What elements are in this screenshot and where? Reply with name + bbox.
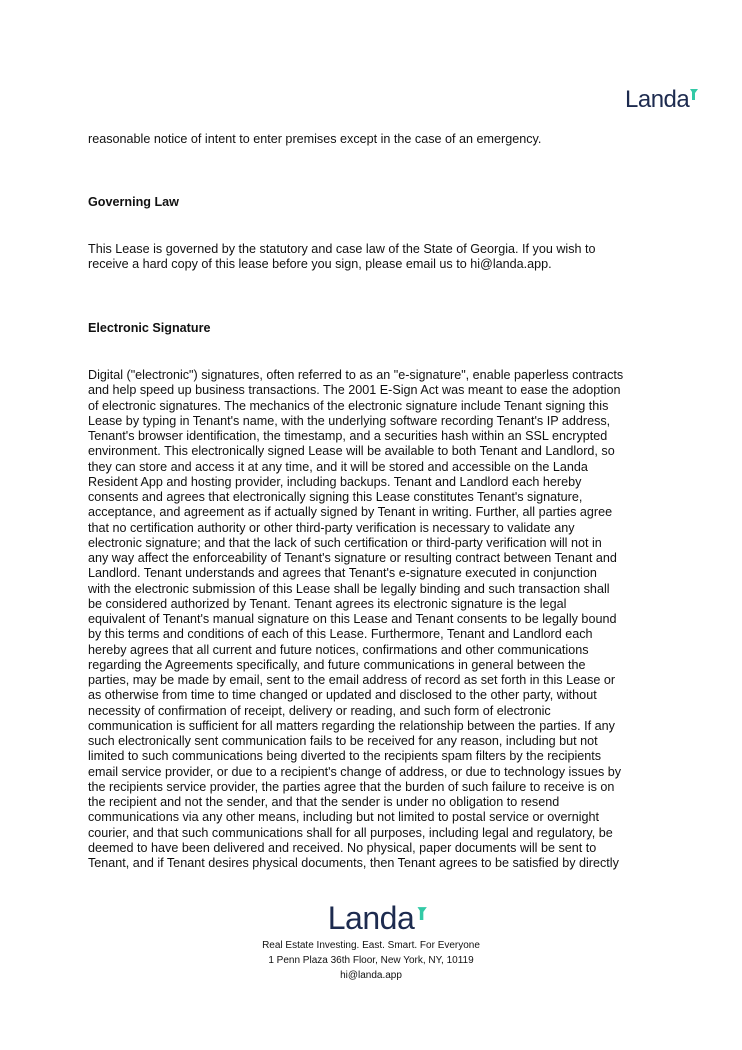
paragraph-line: courier, and that such communications shall for all purposes, including legal and regulatory, be xyxy=(88,825,613,840)
electronic-signature-heading: Electronic Signature xyxy=(88,321,211,335)
paragraph-line: that no certification authority or other third-party verification is necessary to validate any xyxy=(88,520,575,535)
paragraph-line: Resident App and hosting provider, including backups. Tenant and Landlord each hereby xyxy=(88,474,582,489)
paragraph-line: with the electronic submission of this Lease shall be legally binding and such transaction shall xyxy=(88,581,610,596)
paragraph-line: Landlord. Tenant understands and agrees that Tenant's e-signature executed in conjunction xyxy=(88,566,597,581)
header-logo xyxy=(625,86,689,116)
paragraph-line: electronic signature; and that the lack of such certification or third-party verification will not in xyxy=(88,535,602,550)
paragraph-line: as otherwise from time to time changed or updated and disclosed to the other party, without xyxy=(88,688,597,703)
paragraph-line: necessity of confirmation of receipt, delivery or reading, and such form of electronic xyxy=(88,703,551,718)
paragraph-line: limited to such communications being diverted to the recipients spam filters by the recipients xyxy=(88,749,602,764)
intro-line: reasonable notice of intent to enter premises except in the case of an emergency. xyxy=(88,132,542,146)
paragraph-line: be considered authorized by Tenant. Tenant agrees its electronic signature is the legal xyxy=(88,596,567,611)
paragraph-line: and help speed up business transactions. The 2001 E-Sign Act was meant to ease the adoption xyxy=(88,383,621,398)
header-logo-text: Landa xyxy=(625,86,690,113)
paragraph-line: communication is sufficient for all matters regarding the relationship between the parties. If any xyxy=(88,718,615,733)
paragraph-line: the recipient and not the sender, and that the sender is under no obligation to resend xyxy=(88,795,560,809)
governing-law-paragraph xyxy=(88,242,658,273)
paragraph-line: hereby agrees that all current and future notices, confirmations and other communications xyxy=(88,642,589,657)
paragraph-line: environment. This electronically signed Lease will be available to both Tenant and Landlord, so xyxy=(88,444,615,459)
paragraph-line: any way affect the enforceability of Tenant's signature or resulting contract between Tenant and xyxy=(88,551,617,565)
paragraph-line: communications via any other means, including but not limited to postal service or overnight xyxy=(88,810,600,825)
landa-flag-icon xyxy=(687,88,699,100)
paragraph-line: email service provider, or due to a recipient's change of address, or due to technology issues by xyxy=(88,764,622,779)
footer-logo xyxy=(328,900,414,938)
paragraph-line: the recipients service provider, the parties agree that the burden of such failure to receive is on xyxy=(88,779,615,794)
paragraph-line: deemed to have been delivered and received. No physical, paper documents will be sent to xyxy=(88,840,597,855)
paragraph-line: regarding the Agreements specifically, and future communications in general between the xyxy=(88,657,586,672)
footer-address: 1 Penn Plaza 36th Floor, New York, NY, 10119 xyxy=(268,955,474,966)
paragraph-line: Lease by typing in Tenant's name, with the underlying software recording Tenant's IP address, xyxy=(88,413,611,428)
paragraph-line: Tenant's browser identification, the timestamp, and a securities hash within an SSL encrypted xyxy=(88,429,608,443)
landa-flag-icon xyxy=(414,906,428,920)
footer-email: hi@landa.app xyxy=(340,970,402,981)
paragraph-line: equivalent of Tenant's manual signature on this Lease and Tenant consents to be legally bound xyxy=(88,612,617,626)
footer-tagline: Real Estate Investing. East. Smart. For Everyone xyxy=(262,940,480,951)
paragraph-line: such electronically sent communication fails to be received for any reason, including but not xyxy=(88,734,598,748)
paragraph-line: consents and agrees that electronically signing this Lease constitutes Tenant's signature, xyxy=(88,490,583,504)
paragraph-line: Digital ("electronic") signatures, often referred to as an "e-signature", enable paperless contracts xyxy=(88,368,624,382)
paragraph-line: Tenant, and if Tenant desires physical documents, then Tenant agrees to be satisfied by directly xyxy=(88,856,619,870)
paragraph-line: acceptance, and agreement as if actually signed by Tenant in writing. Further, all parties agree xyxy=(88,505,613,520)
paragraph-line: parties, may be made by email, sent to the email address of record as set forth in this Lease or xyxy=(88,673,616,687)
page-footer xyxy=(0,900,742,983)
electronic-signature-paragraph xyxy=(88,368,658,871)
paragraph-line: by this terms and conditions of each of this Lease. Furthermore, Tenant and Landlord each xyxy=(88,627,593,642)
paragraph-line: of electronic signatures. The mechanics of the electronic signature include Tenant signing this xyxy=(88,398,609,413)
paragraph-line: This Lease is governed by the statutory and case law of the State of Georgia. If you wish to xyxy=(88,242,596,256)
paragraph-line: they can store and access it at any time, and it will be stored and accessible on the Landa xyxy=(88,459,588,474)
paragraph-line: receive a hard copy of this lease before you sign, please email us to hi@landa.app. xyxy=(88,257,552,272)
governing-law-heading: Governing Law xyxy=(88,195,179,209)
footer-logo-text: Landa xyxy=(327,900,415,936)
